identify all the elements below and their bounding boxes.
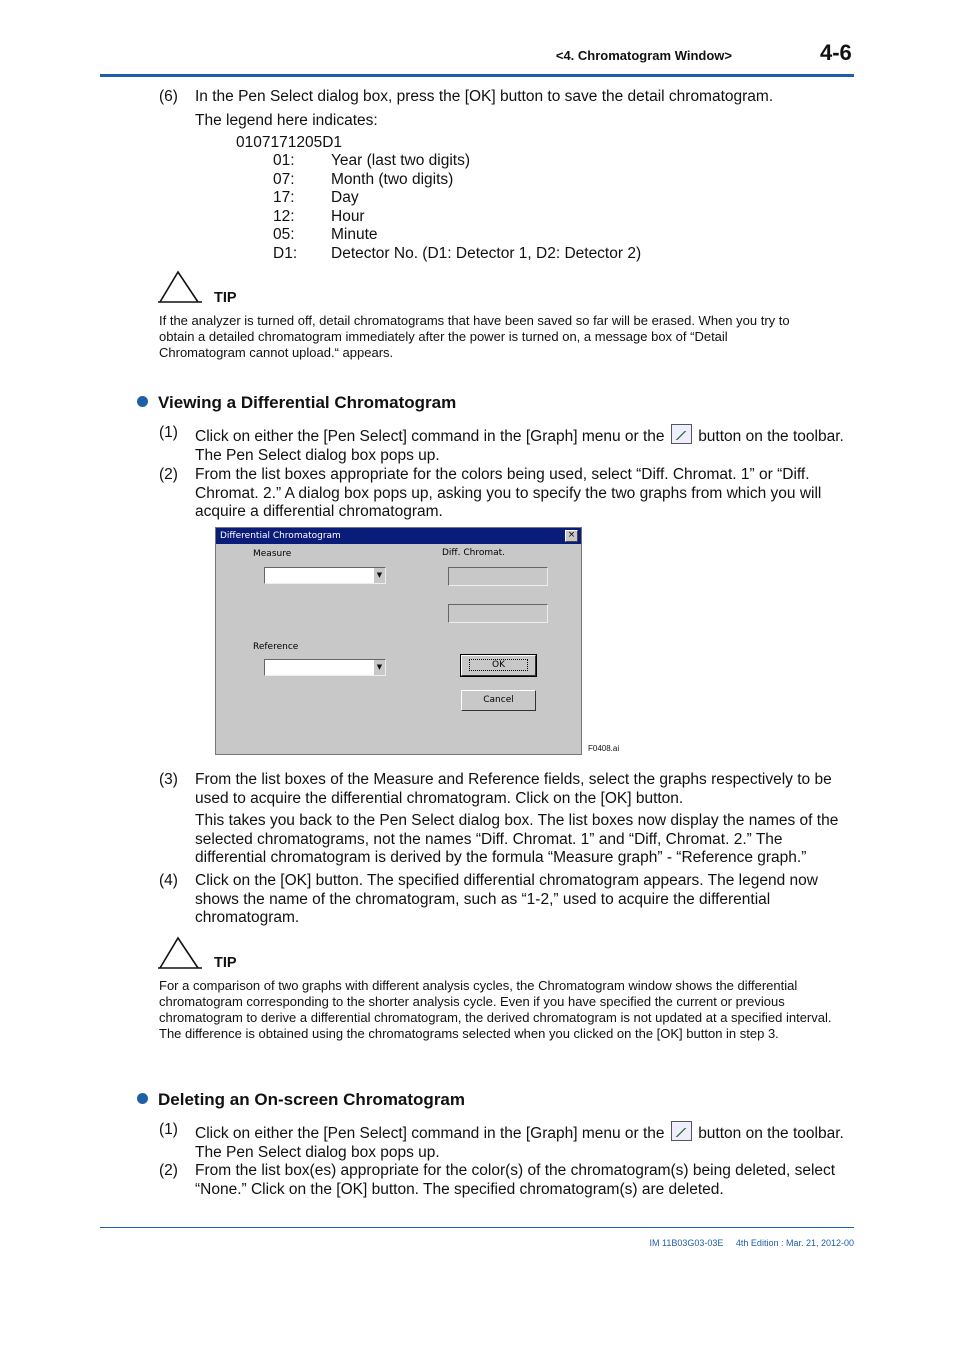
step-number: (3) <box>159 771 178 788</box>
step-number: (1) <box>159 424 178 441</box>
section-heading: Viewing a Differential Chromatogram <box>137 393 456 413</box>
tip-icon <box>158 936 202 970</box>
tip-title: TIP <box>214 955 237 971</box>
pen-select-toolbar-icon <box>671 1121 692 1141</box>
footer: IM 11B03G03-03E 4th Edition : Mar. 21, 2012-00 <box>649 1238 854 1248</box>
step-text: From the list boxes of the Measure and Reference fields, select the graphs respectively to be used to acquire the differential chromatogram. Click on the [OK] button. <box>195 771 832 807</box>
bullet-icon <box>137 1093 148 1104</box>
tip-icon <box>158 270 202 304</box>
header-rule <box>100 74 854 77</box>
step-text: From the list box(es) appropriate for the color(s) of the chromatogram(s) being deleted, select “None.” Click on the [OK] button. The specified chromatogram(s) are deleted. <box>195 1162 836 1198</box>
page-number: 4-6 <box>820 40 852 65</box>
legend-intro: The legend here indicates: <box>195 112 378 129</box>
step-text: In the Pen Select dialog box, press the [OK] button to save the detail chromatogram. <box>195 88 774 105</box>
cancel-button[interactable]: Cancel <box>461 690 536 711</box>
tip-text: For a comparison of two graphs with different analysis cycles, the Chromatogram window shows the differential chromatogram corresponding to the shorter analysis cycle. Even if you have specified the current or previous chromatogram to derive a differential chromatogram, the derived chromatogram is not updated at a specified interval. The difference is obtained using the chromatograms selected when you clicked on the [OK] button in step 3. <box>159 978 832 1041</box>
bullet-icon <box>137 396 148 407</box>
step-text-continued: This takes you back to the Pen Select dialog box. The list boxes now display the names of the selected chromatograms, not the names “Diff. Chromat. 1” and “Diff, Chromat. 2.” The differential chromatogram is derived by the formula “Measure graph” - “Reference graph.” <box>195 812 839 866</box>
header-section-title: <4. Chromatogram Window> <box>555 48 732 63</box>
step-text: Click on either the [Pen Select] command in the [Graph] menu or the button on the toolbar. The Pen Select dialog box pops up. <box>195 1121 850 1162</box>
chevron-down-icon[interactable]: ▼ <box>374 660 385 675</box>
close-icon[interactable]: × <box>565 530 578 542</box>
tip-title: TIP <box>214 290 237 306</box>
step-number: (2) <box>159 1162 178 1179</box>
diff-chromat-label: Diff. Chromat. <box>442 548 506 558</box>
step-text: Click on either the [Pen Select] command in the [Graph] menu or the button on the toolbar. The Pen Select dialog box pops up. <box>195 424 850 465</box>
diff-chromat-field-2 <box>448 604 548 623</box>
legend-row: 17: Day <box>273 189 359 206</box>
differential-chromatogram-dialog <box>215 527 582 755</box>
step-number: (4) <box>159 872 178 889</box>
legend-row: 05: Minute <box>273 226 378 243</box>
figure-caption: F0408.ai <box>588 744 620 753</box>
footer-rule <box>100 1227 854 1228</box>
reference-select[interactable] <box>264 659 386 676</box>
legend-row: D1: Detector No. (D1: Detector 1, D2: Detector 2) <box>273 244 642 262</box>
legend-row: 12: Hour <box>273 207 365 225</box>
legend-row: 01: Year (last two digits) <box>273 152 470 169</box>
pen-select-toolbar-icon <box>671 424 692 444</box>
section-heading: Deleting an On-screen Chromatogram <box>137 1090 465 1110</box>
measure-label: Measure <box>253 549 292 559</box>
step-text: Click on the [OK] button. The specified differential chromatogram appears. The legend now shows the name of the chromatogram, such as “1-2,” used to acquire the differential chromatogram. <box>195 872 818 926</box>
measure-select[interactable] <box>264 567 386 584</box>
tip-text: If the analyzer is turned off, detail chromatograms that have been saved so far will be erased. When you try to obtain a detailed chromatogram immediately after the power is turned on, a message box of “Detail Chromatogram cannot upload.“ appears. <box>159 313 790 360</box>
step-number: (1) <box>159 1121 178 1138</box>
chevron-down-icon[interactable]: ▼ <box>374 568 385 583</box>
ok-button[interactable]: OK <box>461 655 536 676</box>
dialog-title-bar: Differential Chromatogram <box>216 528 581 544</box>
step-number: (2) <box>159 466 178 483</box>
diff-chromat-field-1 <box>448 567 548 586</box>
step-number: (6) <box>159 88 178 105</box>
legend-row: 07: Month (two digits) <box>273 170 454 188</box>
step-text: From the list boxes appropriate for the colors being used, select “Diff. Chromat. 1” or “Diff. Chromat. 2.” A dialog box pops up, asking you to specify the two graphs from which you will acquire a differential chromatogram. <box>195 466 822 520</box>
legend-example: 0107171205D1 <box>236 134 343 151</box>
reference-label: Reference <box>253 642 299 652</box>
